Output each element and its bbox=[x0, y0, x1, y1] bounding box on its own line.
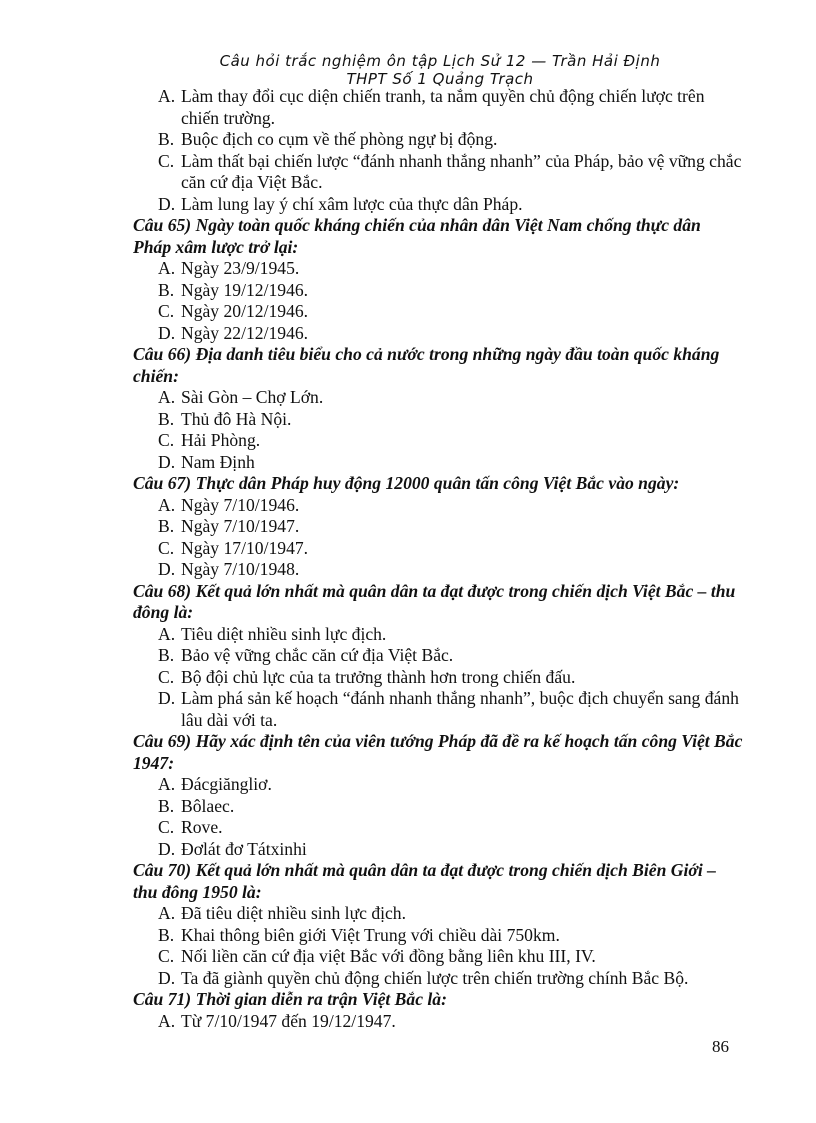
option-letter: C. bbox=[158, 537, 175, 558]
answer-option bbox=[133, 1011, 743, 1033]
answer-option bbox=[133, 387, 743, 409]
header-line-2: THPT Số 1 Quảng Trạch bbox=[346, 70, 534, 88]
answer-option bbox=[133, 817, 743, 839]
option-letter: B. bbox=[158, 408, 175, 429]
answer-option bbox=[133, 409, 743, 431]
question-block bbox=[133, 215, 743, 344]
answer-option bbox=[133, 925, 743, 947]
options-list bbox=[133, 1011, 743, 1033]
option-letter: A. bbox=[158, 86, 176, 106]
option-text: Đơlát đơ Tátxinhi bbox=[181, 838, 307, 859]
answer-option bbox=[133, 645, 743, 667]
option-text: Ngày 23/9/1945. bbox=[181, 258, 300, 278]
answer-option bbox=[133, 968, 743, 990]
option-letter: C. bbox=[158, 817, 175, 837]
option-text: Làm thất bại chiến lược “đánh nhanh thắng nhanh” của Pháp, bảo vệ vững chắc căn cứ địa Việt Bắc. bbox=[181, 150, 742, 192]
question-title: Câu 65) Ngày toàn quốc kháng chiến của nhân dân Việt Nam chống thực dân Pháp xâm lược trở lại: bbox=[133, 215, 701, 257]
question-title: Câu 67) Thực dân Pháp huy động 12000 quân tấn công Việt Bắc vào ngày: bbox=[133, 473, 680, 493]
option-text: Tiêu diệt nhiều sinh lực địch. bbox=[181, 623, 387, 644]
option-text: Làm thay đổi cục diện chiến tranh, ta nắm quyền chủ động chiến lược trên chiến trường. bbox=[181, 86, 705, 128]
option-letter: A. bbox=[158, 494, 176, 515]
option-text: Từ 7/10/1947 đến 19/12/1947. bbox=[181, 1010, 396, 1031]
option-letter: A. bbox=[158, 623, 176, 644]
question-title: Câu 66) Địa danh tiêu biểu cho cả nước trong những ngày đầu toàn quốc kháng chiến: bbox=[133, 344, 720, 386]
option-text: Ngày 17/10/1947. bbox=[181, 537, 309, 558]
answer-option bbox=[133, 839, 743, 861]
option-text: Ngày 7/10/1947. bbox=[181, 516, 300, 536]
option-text: Hải Phòng. bbox=[181, 430, 261, 450]
answer-option bbox=[133, 430, 743, 452]
option-letter: D. bbox=[158, 559, 176, 579]
options-list bbox=[133, 903, 743, 989]
option-text: Đácgiăngliơ. bbox=[181, 774, 272, 794]
answer-option bbox=[133, 495, 743, 517]
option-letter: D. bbox=[158, 688, 176, 708]
option-text: Làm phá sản kế hoạch “đánh nhanh thắng nhanh”, buộc địch chuyển sang đánh lâu dài với ta. bbox=[181, 688, 739, 730]
option-text: Thủ đô Hà Nội. bbox=[181, 408, 292, 429]
answer-option bbox=[133, 194, 743, 216]
answer-option bbox=[133, 903, 743, 925]
options-list bbox=[133, 387, 743, 473]
page-number: 86 bbox=[712, 1037, 729, 1056]
option-letter: C. bbox=[158, 666, 175, 687]
answer-option bbox=[133, 774, 743, 796]
question-title: Câu 70) Kết quả lớn nhất mà quân dân ta đạt được trong chiến dịch Biên Giới – thu đông 1950 là: bbox=[133, 860, 716, 902]
option-text: Ngày 7/10/1946. bbox=[181, 494, 300, 515]
option-letter: A. bbox=[158, 903, 176, 923]
question-block bbox=[133, 581, 743, 732]
answer-option bbox=[133, 559, 743, 581]
options-list bbox=[133, 495, 743, 581]
option-text: Buộc địch co cụm về thế phòng ngự bị động. bbox=[181, 129, 498, 149]
option-letter: D. bbox=[158, 838, 176, 859]
question-block bbox=[133, 860, 743, 989]
option-letter: B. bbox=[158, 129, 175, 149]
option-letter: A. bbox=[158, 774, 176, 794]
option-text: Bộ đội chủ lực của ta trưởng thành hơn trong chiến đấu. bbox=[181, 666, 576, 687]
options-list bbox=[133, 624, 743, 732]
option-text: Đã tiêu diệt nhiều sinh lực địch. bbox=[181, 903, 407, 923]
option-letter: D. bbox=[158, 451, 176, 472]
question-title: Câu 68) Kết quả lớn nhất mà quân dân ta đạt được trong chiến dịch Việt Bắc – thu đông là: bbox=[133, 580, 736, 622]
option-letter: C. bbox=[158, 301, 175, 321]
option-letter: B. bbox=[158, 516, 175, 536]
option-letter: D. bbox=[158, 193, 176, 214]
question-block bbox=[133, 989, 743, 1032]
option-letter: B. bbox=[158, 795, 175, 816]
option-text: Ngày 7/10/1948. bbox=[181, 559, 300, 579]
option-letter: C. bbox=[158, 430, 175, 450]
option-text: Làm lung lay ý chí xâm lược của thực dân Pháp. bbox=[181, 193, 523, 214]
option-letter: A. bbox=[158, 387, 176, 407]
options-list bbox=[133, 86, 743, 215]
option-text: Ngày 19/12/1946. bbox=[181, 279, 309, 300]
option-letter: B. bbox=[158, 924, 175, 945]
options-list bbox=[133, 258, 743, 344]
option-letter: B. bbox=[158, 645, 175, 665]
option-letter: D. bbox=[158, 322, 176, 343]
answer-option bbox=[133, 280, 743, 302]
option-text: Khai thông biên giới Việt Trung với chiều dài 750km. bbox=[181, 924, 560, 945]
option-text: Sài Gòn – Chợ Lớn. bbox=[181, 387, 324, 407]
answer-option bbox=[133, 946, 743, 968]
answer-option bbox=[133, 323, 743, 345]
option-letter: C. bbox=[158, 150, 175, 171]
option-text: Bôlaec. bbox=[181, 795, 235, 816]
option-letter: C. bbox=[158, 946, 175, 966]
answer-option bbox=[133, 129, 743, 151]
answer-option bbox=[133, 667, 743, 689]
answer-option bbox=[133, 452, 743, 474]
options-list bbox=[133, 774, 743, 860]
option-text: Ngày 22/12/1946. bbox=[181, 322, 309, 343]
question-block bbox=[133, 731, 743, 860]
option-text: Ngày 20/12/1946. bbox=[181, 301, 309, 321]
question-title: Câu 71) Thời gian diễn ra trận Việt Bắc là: bbox=[133, 989, 447, 1009]
question-title: Câu 69) Hãy xác định tên của viên tướng Pháp đã đề ra kế hoạch tấn công Việt Bắc 1947: bbox=[133, 731, 743, 773]
answer-option bbox=[133, 688, 743, 731]
answer-option bbox=[133, 86, 743, 129]
option-letter: A. bbox=[158, 1010, 176, 1031]
option-letter: D. bbox=[158, 967, 176, 988]
question-block bbox=[133, 344, 743, 473]
answer-option bbox=[133, 258, 743, 280]
option-text: Ta đã giành quyền chủ động chiến lược trên chiến trường chính Bắc Bộ. bbox=[181, 967, 689, 988]
option-letter: B. bbox=[158, 279, 175, 300]
answer-option bbox=[133, 516, 743, 538]
option-text: Nối liền căn cứ địa việt Bắc với đồng bằng liên khu III, IV. bbox=[181, 946, 596, 966]
option-letter: A. bbox=[158, 258, 176, 278]
question-block bbox=[133, 473, 743, 581]
option-text: Bảo vệ vững chắc căn cứ địa Việt Bắc. bbox=[181, 645, 454, 665]
answer-option bbox=[133, 538, 743, 560]
answer-option bbox=[133, 151, 743, 194]
answer-option bbox=[133, 301, 743, 323]
question-content bbox=[133, 86, 743, 1032]
header-line-1: Câu hỏi trắc nghiệm ôn tập Lịch Sử 12 — Trần Hải Định bbox=[219, 52, 661, 70]
option-text: Rove. bbox=[181, 817, 223, 837]
answer-option bbox=[133, 624, 743, 646]
answer-option bbox=[133, 796, 743, 818]
option-text: Nam Định bbox=[181, 451, 255, 472]
